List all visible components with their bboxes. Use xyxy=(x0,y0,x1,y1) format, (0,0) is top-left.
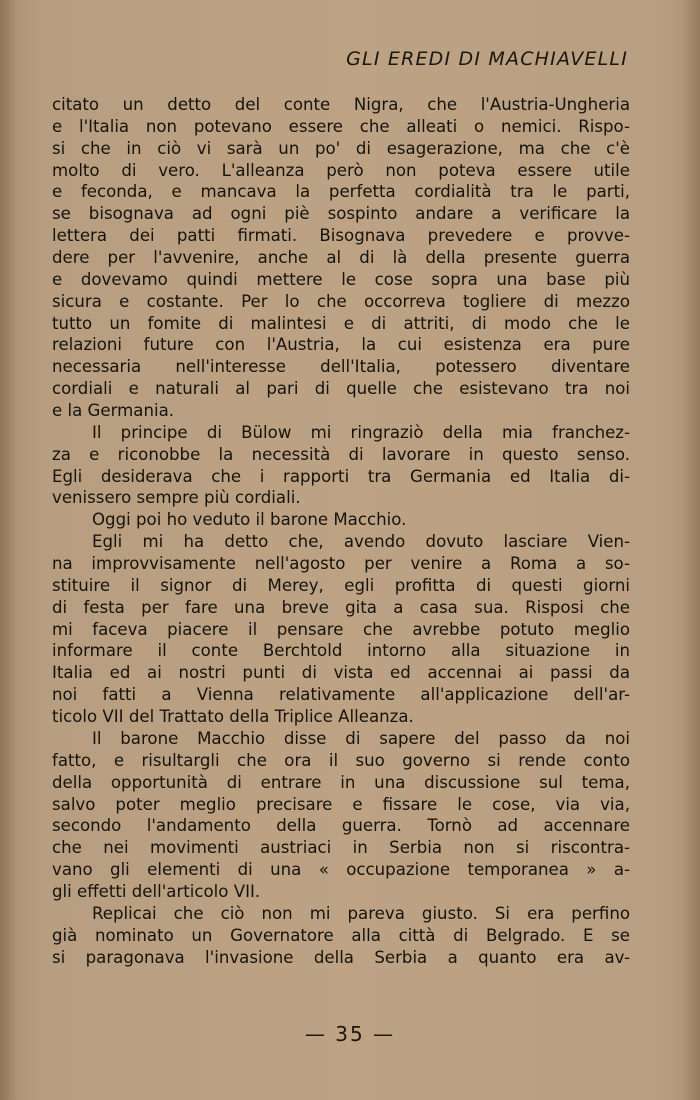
text-line: già nominato un Governatore alla città di Belgrado. E se xyxy=(52,925,630,945)
text-line: Egli mi ha detto che, avendo dovuto lasciare Vien- xyxy=(92,532,630,552)
text-line: citato un detto del conte Nigra, che l'Austria-Ungheria xyxy=(52,95,630,114)
page-edge-shadow-left xyxy=(0,0,18,1100)
page-edge-shadow-right xyxy=(682,0,700,1100)
text-line: ticolo VII del Trattato della Triplice Alleanza. xyxy=(52,707,414,727)
text-line: stituire il signor di Merey, egli profitta di questi giorni xyxy=(52,575,630,595)
text-line: noi fatti a Vienna relativamente all'applicazione dell'ar- xyxy=(52,685,630,705)
text-line: Il principe di Bülow mi ringraziò della mia franchez- xyxy=(92,422,630,442)
text-line: Il barone Macchio disse di sapere del passo da noi xyxy=(92,728,630,748)
text-line: e dovevamo quindi mettere le cose sopra una base più xyxy=(52,269,630,289)
text-line: relazioni future con l'Austria, la cui esistenza era pure xyxy=(52,335,630,355)
text-line: za e riconobbe la necessità di lavorare in questo senso. xyxy=(52,444,630,464)
text-line: Oggi poi ho veduto il barone Macchio. xyxy=(92,510,407,530)
page-number: — 35 — xyxy=(304,1022,396,1046)
running-header: GLI EREDI DI MACHIAVELLI xyxy=(346,48,628,70)
body-text xyxy=(52,94,630,968)
text-line: venissero sempre più cordiali. xyxy=(52,488,301,508)
text-line: salvo poter meglio precisare e fissare le cose, via via, xyxy=(52,794,630,814)
text-line: necessaria nell'interesse dell'Italia, potessero diventare xyxy=(52,357,630,377)
text-line: tutto un fomite di malintesi e di attriti, di modo che le xyxy=(52,313,630,333)
text-line: si paragonava l'invasione della Serbia a quanto era av- xyxy=(52,947,630,967)
text-line: mi faceva piacere il pensare che avrebbe potuto meglio xyxy=(52,619,630,639)
text-line: si che in ciò vi sarà un po' di esagerazione, ma che c'è xyxy=(52,138,630,158)
text-line: e feconda, e mancava la perfetta cordialità tra le parti, xyxy=(52,182,630,202)
text-line: na improvvisamente nell'agosto per venire a Roma a so- xyxy=(52,554,630,574)
text-line: molto di vero. L'alleanza però non poteva essere utile xyxy=(52,160,630,180)
text-line: se bisognava ad ogni piè sospinto andare a verificare la xyxy=(52,204,630,224)
text-line: della opportunità di entrare in una discussione sul tema, xyxy=(52,772,630,792)
text-line: dere per l'avvenire, anche al di là della presente guerra xyxy=(52,248,630,268)
text-line: vano gli elementi di una « occupazione temporanea » a- xyxy=(52,860,630,880)
text-line: Replicai che ciò non mi pareva giusto. Si era perfino xyxy=(92,903,630,923)
text-line: secondo l'andamento della guerra. Tornò ad accennare xyxy=(52,816,630,836)
text-line: gli effetti dell'articolo VII. xyxy=(52,881,261,901)
text-line: e la Germania. xyxy=(52,401,175,421)
text-line: cordiali e naturali al pari di quelle che esistevano tra noi xyxy=(52,379,630,399)
text-line: lettera dei patti firmati. Bisognava prevedere e provve- xyxy=(52,226,630,246)
text-line: informare il conte Berchtold intorno alla situazione in xyxy=(52,641,630,661)
text-line: Egli desiderava che i rapporti tra Germania ed Italia di- xyxy=(52,466,630,486)
text-line: sicura e costante. Per lo che occorreva togliere di mezzo xyxy=(52,291,630,311)
text-line: fatto, e risultargli che ora il suo governo si rende conto xyxy=(52,750,630,770)
text-line: Italia ed ai nostri punti di vista ed accennai ai passi da xyxy=(52,663,630,683)
text-line: e l'Italia non potevano essere che alleati o nemici. Rispo- xyxy=(52,116,630,136)
text-line: di festa per fare una breve gita a casa sua. Risposi che xyxy=(52,597,630,617)
text-line: che nei movimenti austriaci in Serbia non si riscontra- xyxy=(52,838,630,858)
